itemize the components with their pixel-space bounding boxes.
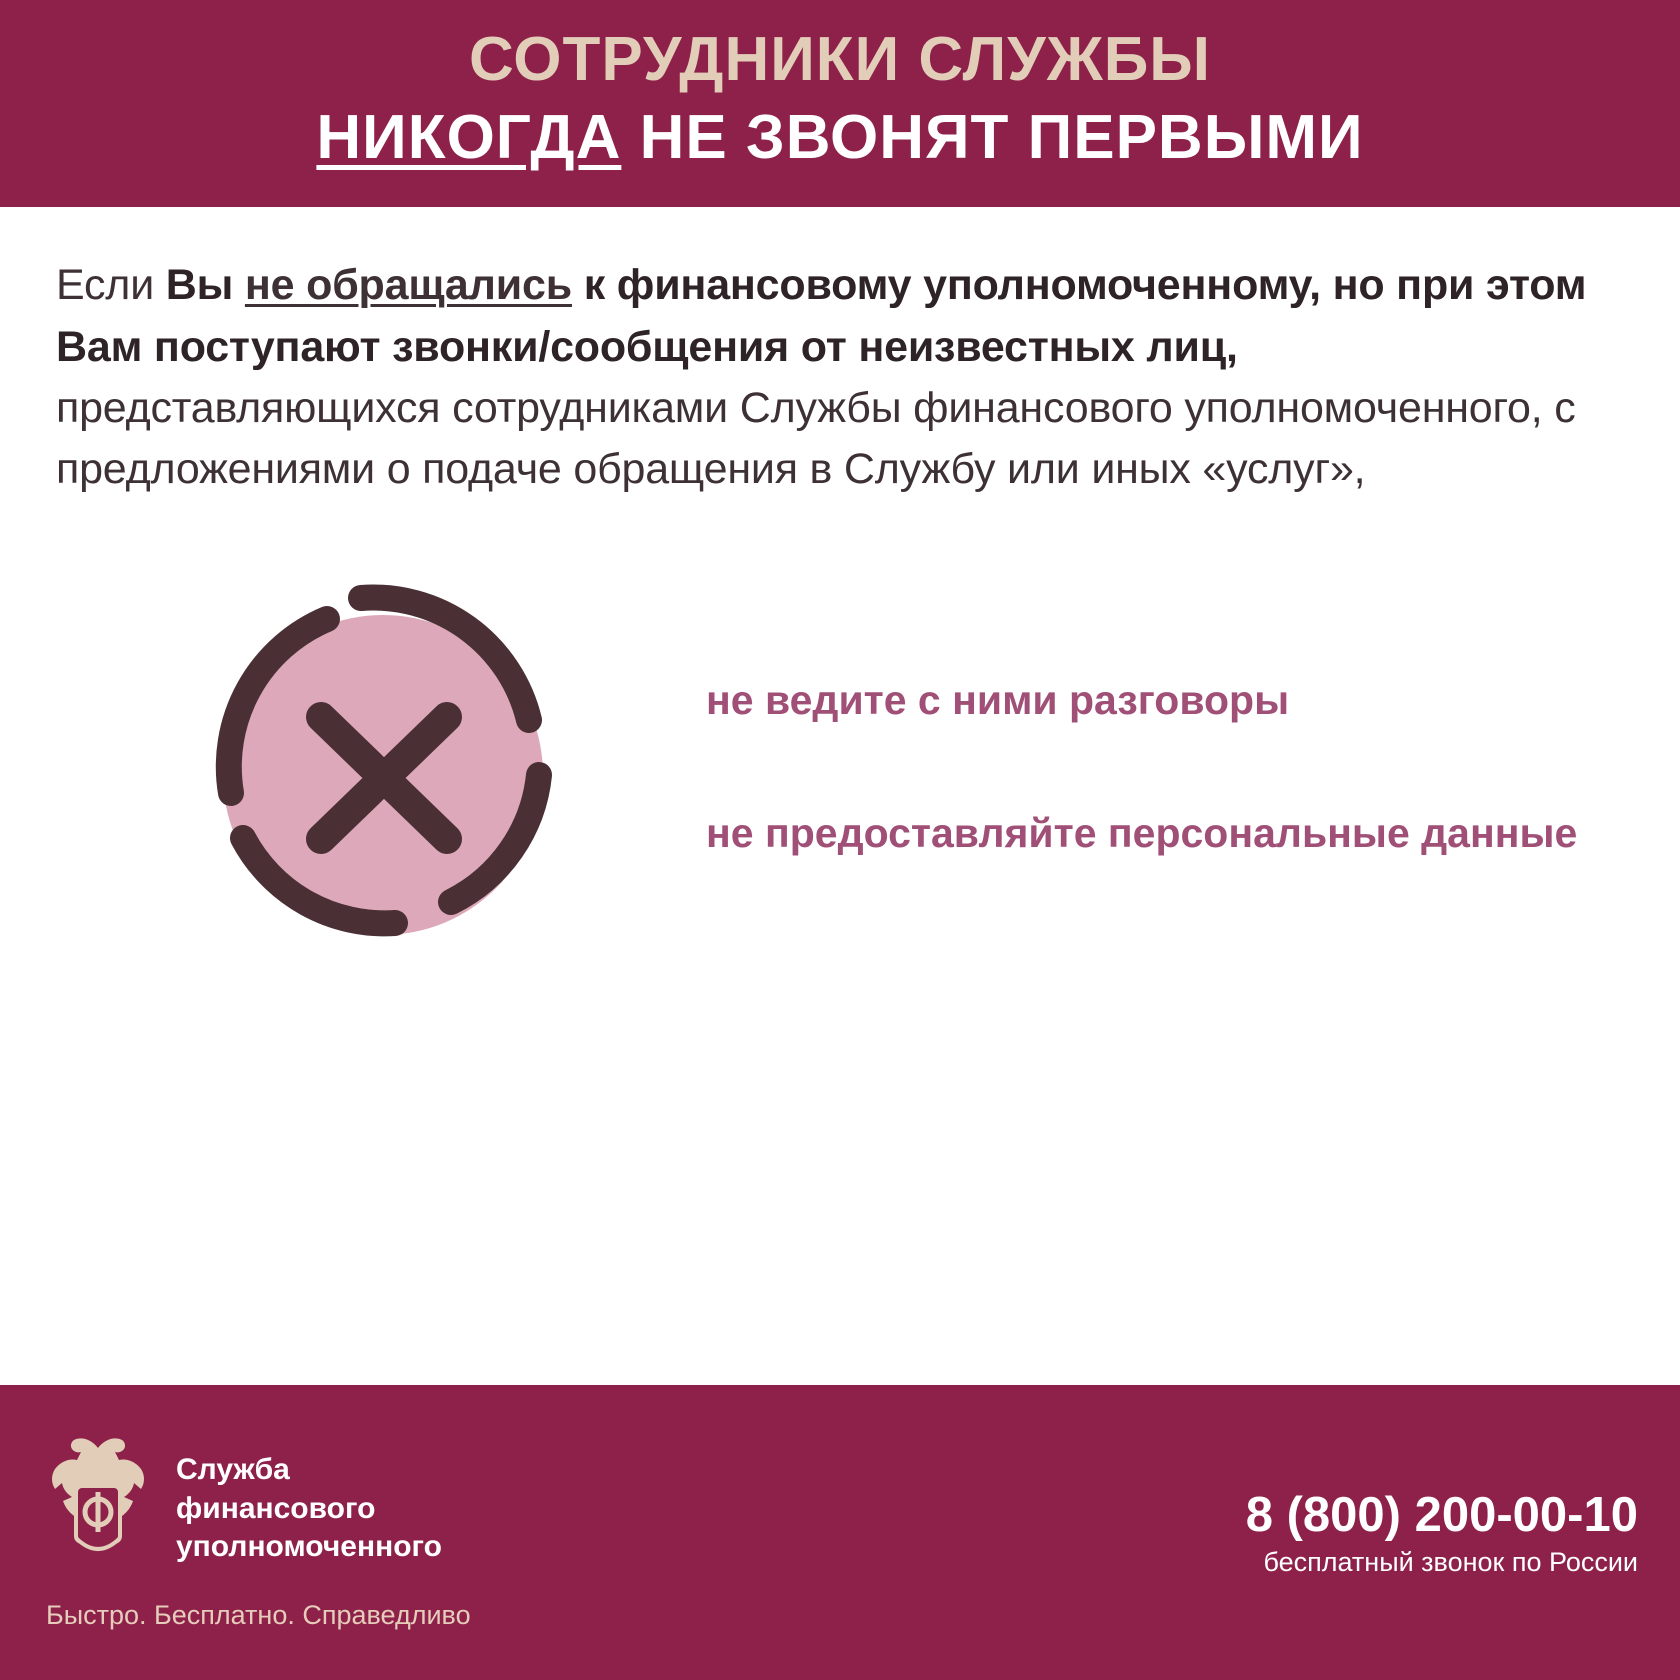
advice-list [696,674,1624,859]
header-title-line-1: СОТРУДНИКИ СЛУЖБЫ [468,25,1212,94]
advice-item-2: не предоставляйте персональные данные [706,809,1578,856]
footer-tagline: Быстро. Бесплатно. Справедливо [46,1600,471,1630]
paragraph-part-3-underlined: не обращались [244,261,572,310]
paragraph-part-5: представляющихся сотрудниками Службы финансового уполномоченного, с предложениями о подаче обращения в Службу или иных «услуг», [56,383,1576,493]
hotline-phone-number[interactable]: 8 (800) 200-00-10 [1245,1488,1638,1542]
advice-item-1: не ведите с ними разговоры [706,677,1290,724]
org-name [176,1451,442,1566]
org-name-line-1: Служба [176,1453,290,1487]
poster-content [0,207,1680,1385]
main-paragraph [56,255,1624,499]
prohibition-icon-container [56,552,696,982]
paragraph-part-2-bold: Вы [165,261,245,310]
double-headed-eagle-emblem [42,1434,154,1584]
header-title-line-2 [40,102,1640,173]
org-name-line-2: финансового [176,1491,376,1525]
header-emphasis-never: НИКОГДА [316,103,622,173]
poster-footer [0,1385,1680,1680]
advice-section [56,552,1624,982]
hotline-phone-note: бесплатный звонок по России [1263,1547,1638,1577]
header-title-line-2-rest: НЕ ЗВОНЯТ ПЕРВЫМИ [621,103,1364,173]
paragraph-part-1: Если [56,261,166,310]
org-name-line-3: уполномоченного [176,1530,442,1564]
footer-contact-block [1246,1487,1638,1578]
footer-brand-block [42,1434,471,1631]
paragraph-part-4-bold: к финансовому уполномоченному, но при этом Вам поступают звонки/сообщения от неизвестных лиц, [56,261,1587,371]
prohibition-cross-icon [161,557,591,977]
brand-row [42,1434,471,1584]
poster-header [0,0,1680,207]
